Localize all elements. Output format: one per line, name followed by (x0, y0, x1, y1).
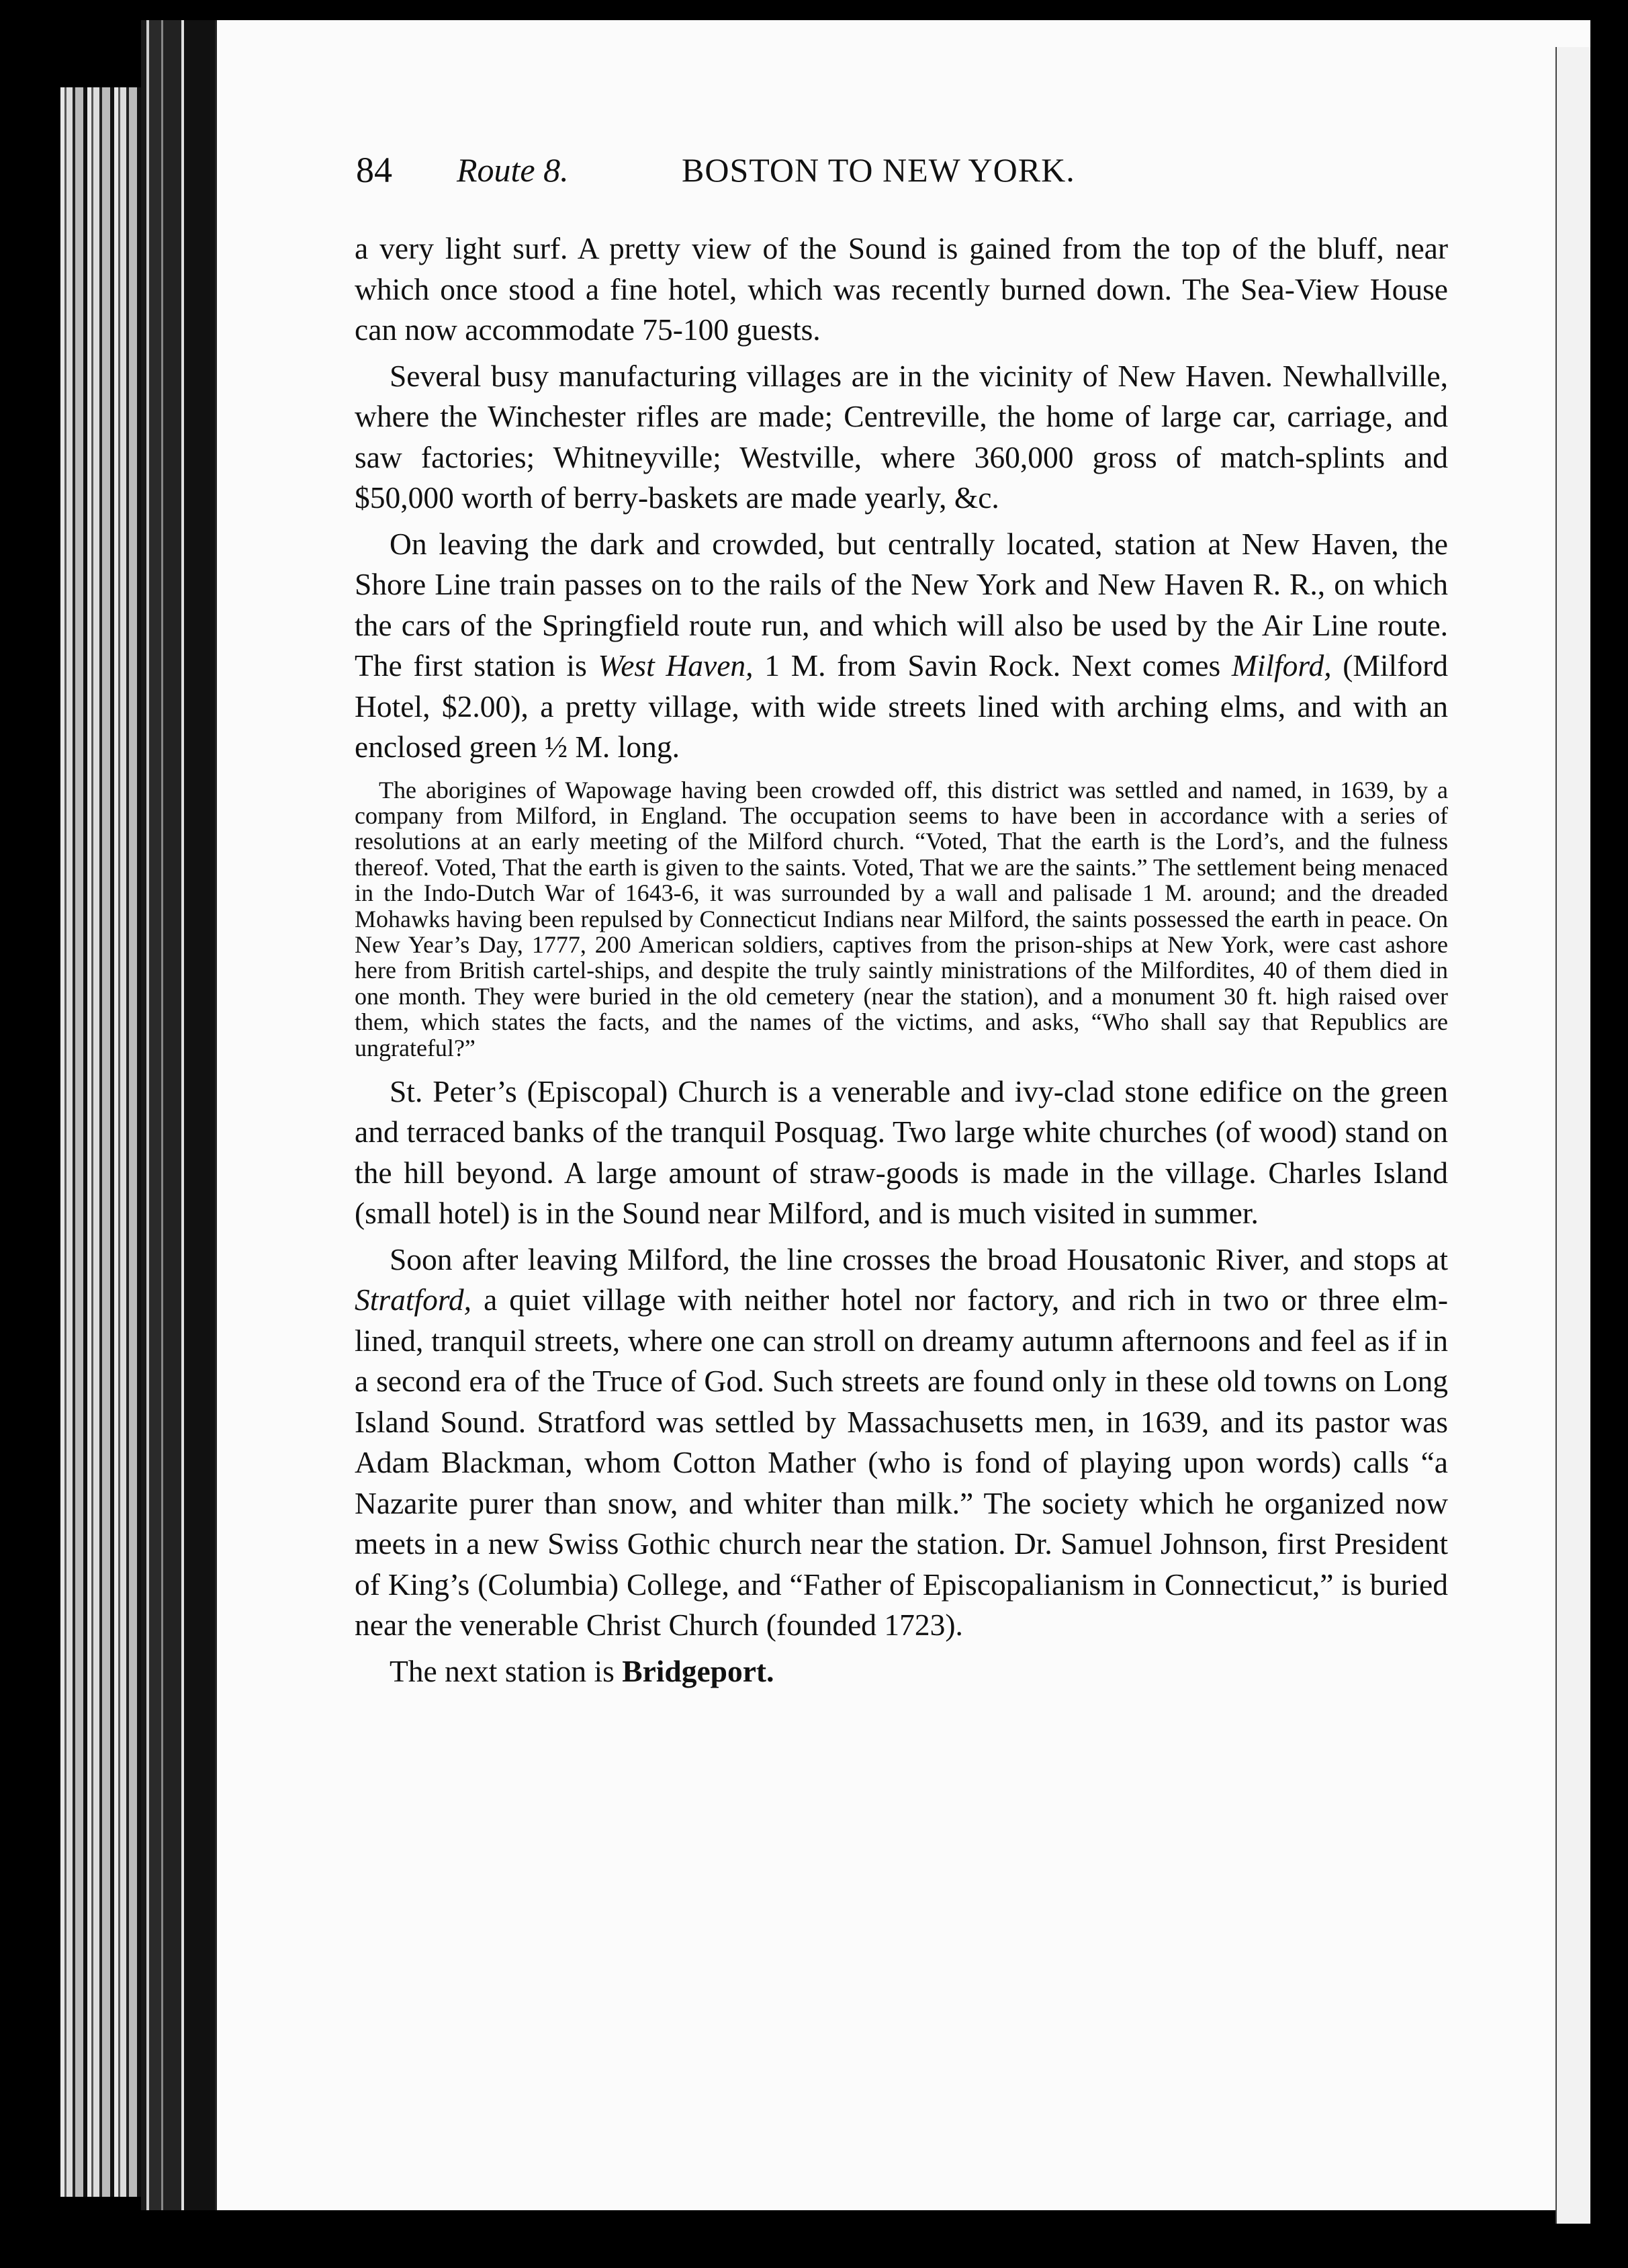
paragraph-1: a very light surf. A pretty view of the Sound is gained from the top of the bluff, near which once stood a fine hotel, which was recently burned down. The Sea-View House can now accommodate 75-100 guests. (355, 231, 1448, 347)
place-bridgeport: Bridgeport. (622, 1653, 774, 1688)
paragraph-2: Several busy manufacturing villages are in the vicinity of New Haven. Newhallville, where the Winchester rifles are made; Centreville, the home of large car, carriage, and saw factories; Whitneyville; Westville, where 360,000 gross of match-splints and $50,000 worth of berry-baskets are made yearly, &c. (355, 358, 1448, 515)
running-header (356, 149, 1135, 196)
facing-page-edge (1555, 47, 1590, 2224)
paragraph-4: St. Peter’s (Episcopal) Church is a venerable and ivy-clad stone edifice on the green and terraced banks of the tranquil Posquag. Two large white churches (of wood) stand on the hill beyond. A large amount of straw-goods is made in the village. Charles Island (small hotel) is in the Sound near Milford, and is much visited in summer. (355, 1074, 1448, 1231)
route-label: Route 8. (457, 151, 569, 189)
paragraph-5-text-a: Soon after leaving Milford, the line crosses the broad Housatonic River, and stops at (390, 1241, 1448, 1276)
paragraph-5 (355, 1239, 1448, 1646)
paragraph-3 (355, 524, 1448, 768)
running-title: BOSTON TO NEW YORK. (682, 151, 1075, 189)
paragraph-3-text-a: On leaving the dark and crowded, but centrally located, station at New Haven, the Shore Line train passes on to the rails of the New York and New Haven R. R., on which the cars of the Springfield route run, and which will also be used by the Air Line route. The first station is (355, 526, 1448, 683)
scan-edge-binding (141, 20, 215, 2210)
page-number: 84 (356, 150, 392, 190)
paragraph-6 (355, 1651, 1448, 1692)
paragraph-3-text-c: (Milford Hotel, $2.00), a pretty village, with wide streets lined with arching elms, and with an enclosed green ½ M. long. (355, 648, 1448, 764)
scan-edge-left (60, 87, 141, 2197)
page-body (355, 228, 1448, 1692)
paragraph-5-text-b: a quiet village with neither hotel nor factory, and rich in two or three elm-lined, tranquil streets, where one can stroll on dreamy autumn afternoons and feel as if in a second era of the Truce of God. Such streets are found only in these old towns on Long Island Sound. Stratford was settled by Massachusetts men, in 1639, and its pastor was Adam Blackman, whom Cotton Mather (who is fond of playing upon words) calls “a Nazarite purer than snow, and whiter than milk.” The society which he organized now meets in a new Swiss Gothic church near the station. Dr. Samuel Johnson, first President of King’s (Columbia) College, and “Father of Episcopalianism in Connecticut,” is buried near the venerable Christ Church (founded 1723). (355, 1282, 1448, 1643)
place-stratford: Stratford, (355, 1282, 472, 1317)
milford-history-note: The aborigines of Wapowage having been crowded off, this district was settled and named, in 1639, by a company from Milford, in England. The occupation seems to have been in accordance with a series of resolutions at an early meeting of the Milford church. “Voted, That the earth is the Lord’s, and the fulness thereof. Voted, That the earth is given to the saints. Voted, That we are the saints.” The settlement being menaced in the Indo-Dutch War of 1643-6, it was surrounded by a wall and palisade 1 M. around; and the dreaded Mohawks having been repulsed by Connecticut Indians near Milford, the saints possessed the earth in peace. On New Year’s Day, 1777, 200 American soldiers, captives from the prison-ships at New York, were cast ashore here from British cartel-ships, and despite the truly saintly ministrations of the Milfordites, 40 of them died in one month. They were buried in the old cemetery (near the station), and a monument 30 ft. high raised over them, which states the facts, and the names of the victims, and asks, “Who shall say that Republics are ungrateful?” (355, 776, 1448, 1061)
place-milford: Milford, (1231, 648, 1332, 683)
paragraph-6-text: The next station is (390, 1653, 623, 1688)
place-west-haven: West Haven, (598, 648, 754, 683)
paragraph-3-text-b: 1 M. from Savin Rock. Next comes (753, 648, 1232, 683)
